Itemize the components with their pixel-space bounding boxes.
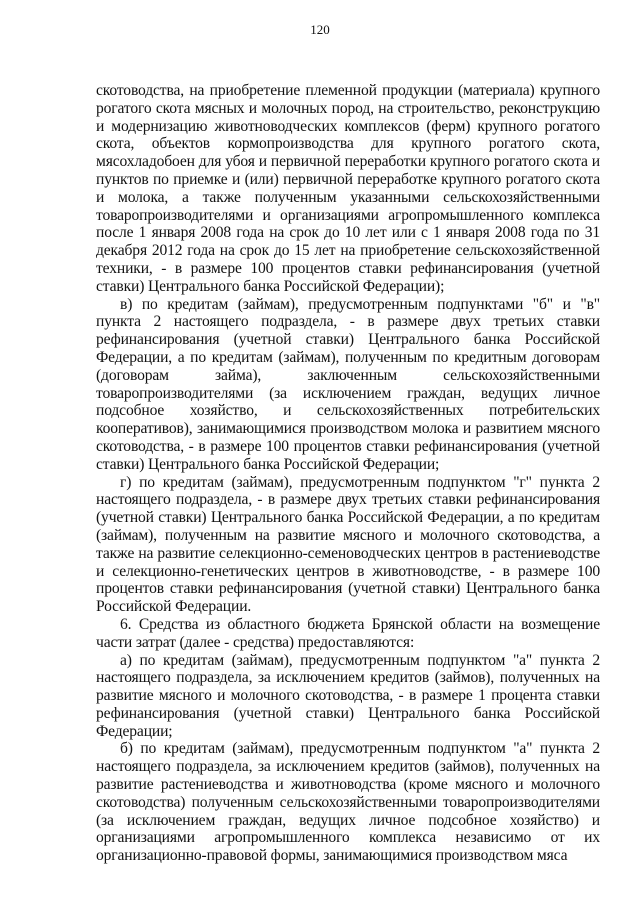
paragraph-item-6: 6. Средства из областного бюджета Брянской области на возмещение части затрат (далее - средства) предоставляются: bbox=[96, 615, 600, 651]
paragraph-item-g: г) по кредитам (займам), предусмотренным подпунктом "г" пункта 2 настоящего подраздела, - в размере двух третьих ставки рефинансирования (учетной ставки) Центрального банка Российской Федерации, а по кредитам (займам), полученным на развитие мясного и молочного скотоводства, а также на развитие селекционно-семеноводческих центров в растениеводстве и селекционно-генетических центров в животноводстве, - в размере 100 процентов ставки рефинансирования (учетной ставки) Центрального банка Российской Федерации. bbox=[96, 473, 600, 616]
page-number: 120 bbox=[310, 22, 330, 37]
paragraph-item-a: а) по кредитам (займам), предусмотренным подпунктом "а" пункта 2 настоящего подраздела, за исключением кредитов (займов), полученных на развитие мясного и молочного скотоводства, - в размере 1 процента ставки рефинансирования (учетной ставки) Центрального банка Российской Федерации; bbox=[96, 651, 600, 740]
paragraph-item-b: б) по кредитам (займам), предусмотренным подпунктом "а" пункта 2 настоящего подраздела, за исключением кредитов (займов), полученных на развитие растениеводства и животноводства (кроме мясного и молочного скотоводства) полученным сельскохозяйственными товаропроизводителями (за исключением граждан, ведущих личное подсобное хозяйство) и организациями агропромышленного комплекса независимо от их организационно-правовой формы, занимающимися производством мяса bbox=[96, 740, 600, 865]
document-body bbox=[96, 82, 600, 865]
paragraph-continuation: скотоводства, на приобретение племенной продукции (материала) крупного рогатого скота мясных и молочных пород, на строительство, реконструкцию и модернизацию животноводческих комплексов (ферм) крупного рогатого скота, объектов кормопроизводства для крупного рогатого скота, мясохладобоен для убоя и первичной переработки крупного рогатого скота и пунктов по приемке и (или) первичной переработке крупного рогатого скота и молока, а также полученным указанными сельскохозяйственными товаропроизводителями и организациями агропромышленного комплекса после 1 января 2008 года на срок до 10 лет или с 1 января 2008 года по 31 декабря 2012 года на срок до 15 лет на приобретение сельскохозяйственной техники, - в размере 100 процентов ставки рефинансирования (учетной ставки) Центрального банка Российской Федерации); bbox=[96, 82, 600, 295]
paragraph-item-v: в) по кредитам (займам), предусмотренным подпунктами "б" и "в" пункта 2 настоящего подраздела, - в размере двух третьих ставки рефинансирования (учетной ставки) Центрального банка Российской Федерации, а по кредитам (займам), полученным по кредитным договорам (договорам займа), заключенным сельскохозяйственными товаропроизводителями (за исключением граждан, ведущих личное подсобное хозяйство, и сельскохозяйственных потребительских кооперативов), занимающимися производством молока и развитием мясного скотоводства, - в размере 100 процентов ставки рефинансирования (учетной ставки) Центрального банка Российской Федерации; bbox=[96, 295, 600, 473]
